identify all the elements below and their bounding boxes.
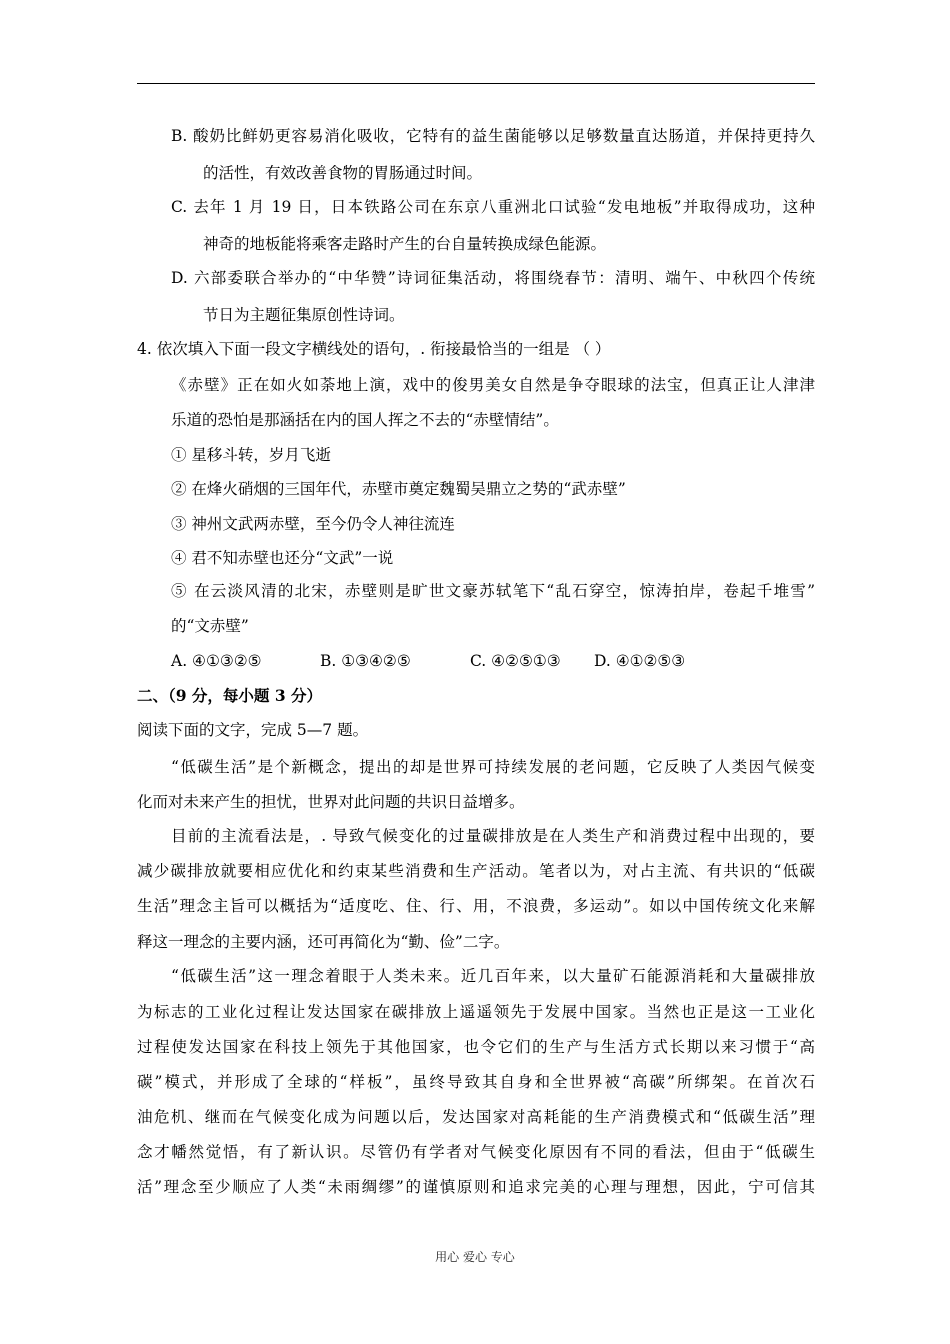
q4-item-1: ① 星移斗转，岁月飞逝 xyxy=(171,446,331,464)
article-p3-line-3: 过程使发达国家在科技上领先于其他国家，也令它们的生产与生活方式长期以来习惯于“高 xyxy=(137,1038,815,1056)
section-2-heading: 二、（9 分，每小题 3 分） xyxy=(137,686,323,705)
section-2-instruction: 阅读下面的文字，完成 5—7 题。 xyxy=(137,721,369,739)
option-c-line-1: C. 去年 1 月 19 日，日本铁路公司在东京八重洲北口试验“发电地板”并取得成功，这种 xyxy=(171,198,815,216)
option-d-line-1: D. 六部委联合举办的“中华赞”诗词征集活动，将围绕春节：清明、端午、中秋四个传统 xyxy=(171,269,815,287)
article-p3-line-5: 油危机、继而在气候变化成为问题以后，发达国家对高耗能的生产消费模式和“低碳生活”理 xyxy=(137,1108,815,1126)
choice-b: B. ①③④②⑤ xyxy=(320,652,411,670)
option-d-line-2: 节日为主题征集原创性诗词。 xyxy=(203,306,405,324)
article-p2-line-2: 减少碳排放就要相应优化和约束某些消费和生产活动。笔者以为，对占主流、有共识的“低碳 xyxy=(137,862,815,880)
article-p1-line-1: “低碳生活”是个新概念，提出的却是世界可持续发展的老问题，它反映了人类因气候变 xyxy=(171,758,815,776)
q4-item-2: ② 在烽火硝烟的三国年代，赤壁市奠定魏蜀吴鼎立之势的“武赤壁” xyxy=(171,480,626,498)
option-b-line-2: 的活性，有效改善食物的胃肠通过时间。 xyxy=(203,164,483,182)
choice-a: A. ④①③②⑤ xyxy=(171,652,262,670)
q4-item-5: ⑤ 在云淡风清的北宋，赤壁则是旷世文豪苏轼笔下“乱石穿空，惊涛拍岸，卷起千堆雪” xyxy=(171,582,815,600)
q4-passage-line-1: 《赤壁》正在如火如荼地上演，戏中的俊男美女自然是争夺眼球的法宝，但真正让人津津 xyxy=(171,376,815,394)
page-footer: 用心 爱心 专心 xyxy=(435,1250,515,1264)
article-p3-line-1: “低碳生活”这一理念着眼于人类未来。近几百年来，以大量矿石能源消耗和大量碳排放 xyxy=(171,967,815,985)
article-p3-line-2: 为标志的工业化过程让发达国家在碳排放上遥遥领先于发展中国家。当然也正是这一工业化 xyxy=(137,1003,815,1021)
article-p2-line-3: 生活”理念主旨可以概括为“适度吃、住、行、用，不浪费，多运动”。如以中国传统文化来解 xyxy=(137,897,815,915)
choice-c: C. ④②⑤①③ xyxy=(470,652,561,670)
header-rule xyxy=(137,83,815,84)
q4-passage-line-2: 乐道的恐怕是那涵括在内的国人挥之不去的“赤壁情结”。 xyxy=(171,411,559,429)
article-p2-line-4: 释这一理念的主要内涵，还可再简化为“勤、俭”二字。 xyxy=(137,933,510,951)
choice-d: D. ④①②⑤③ xyxy=(594,652,686,670)
article-p3-line-6: 念才幡然觉悟，有了新认识。尽管仍有学者对气候变化原因有不同的看法，但由于“低碳生 xyxy=(137,1143,815,1161)
option-b-line-1: B. 酸奶比鲜奶更容易消化吸收，它特有的益生菌能够以足够数量直达肠道，并保持更持久 xyxy=(171,127,815,145)
option-c-line-2: 神奇的地板能将乘客走路时产生的台自量转换成绿色能源。 xyxy=(203,235,607,253)
q4-item-3: ③ 神州文武两赤壁，至今仍令人神往流连 xyxy=(171,515,455,533)
q4-item-5-cont: 的“文赤壁” xyxy=(171,617,249,635)
q4-item-4: ④ 君不知赤壁也还分“文武”一说 xyxy=(171,549,394,567)
article-p3-line-7: 活”理念至少顺应了人类“未雨绸缪”的谨慎原则和追求完美的心理与理想，因此，宁可信其 xyxy=(137,1178,815,1196)
question-4: 4. 依次填入下面一段文字横线处的语句，. 衔接最恰当的一组是 （ ） xyxy=(137,340,611,358)
article-p3-line-4: 碳”模式，并形成了全球的“样板”，虽终导致其自身和全世界被“高碳”所绑架。在首次石 xyxy=(137,1073,815,1091)
article-p2-line-1: 目前的主流看法是，. 导致气候变化的过量碳排放是在人类生产和消费过程中出现的，要 xyxy=(171,827,815,845)
article-p1-line-2: 化而对未来产生的担忧，世界对此问题的共识日益增多。 xyxy=(137,793,525,811)
